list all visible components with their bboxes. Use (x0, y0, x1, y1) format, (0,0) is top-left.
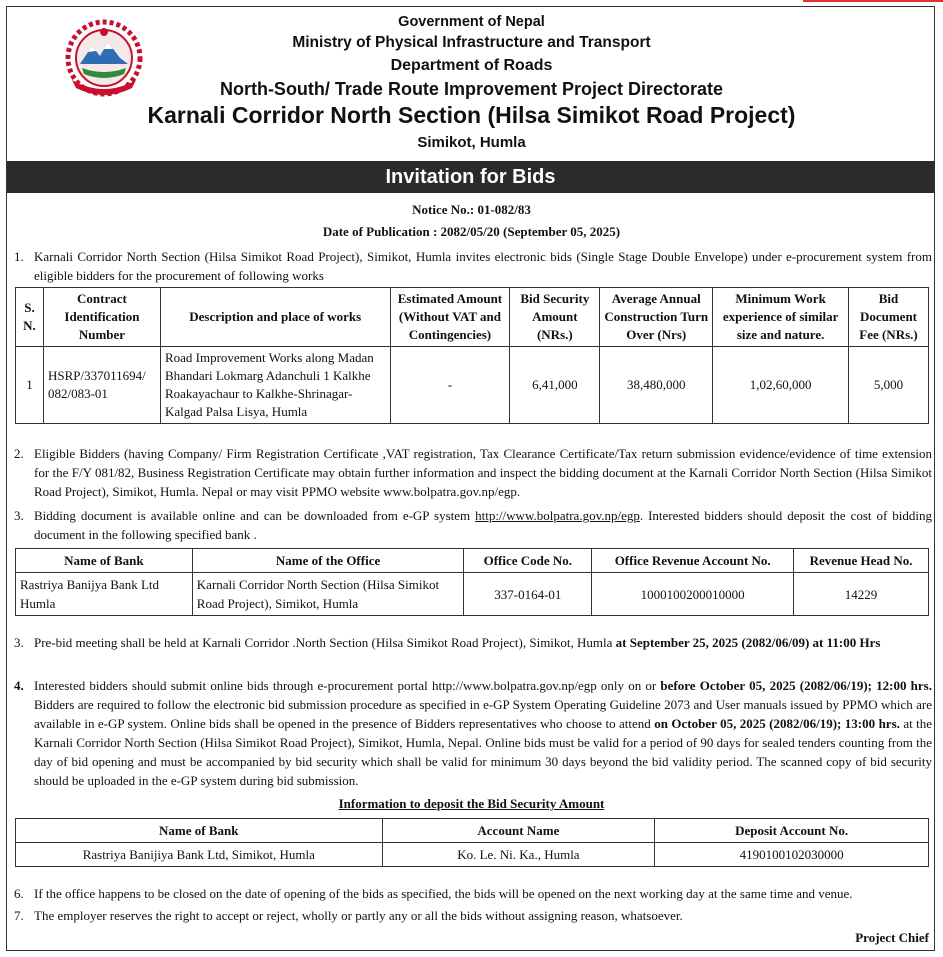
table-cell: 337-0164-01 (464, 573, 592, 616)
paragraph-3 (14, 506, 932, 544)
table-cell: 5,000 (849, 347, 929, 424)
table-header-row (16, 549, 929, 573)
table-header-row (16, 819, 929, 843)
table-cell: 1,02,60,000 (713, 347, 849, 424)
publication-date: Date of Publication : 2082/05/20 (September 05, 2025) (322, 224, 621, 239)
table-row (16, 573, 929, 616)
paragraph-text-part: at the Karnali Corridor North Section (Hilsa Simikot Road Project), Simikot, Humla, Nepal. Online bids must be valid for a period of 90 days for sealed tenders counting from the day of bid opening and must be accompanied by bid security which shall be valid for minimum 30 days beyond the bid validity period. The scanned copy of bid security should be uploaded in the e-GP system during bid submission. (34, 716, 933, 788)
column-header: Account Name (382, 819, 655, 843)
prebid-datetime: at September 25, 2025 (2082/06/09) at 11:00 Hrs (615, 635, 881, 650)
column-header: Description and place of works (160, 288, 390, 347)
table-cell: 4190100102030000 (655, 843, 929, 867)
paragraph-text: Eligible Bidders (having Company/ Firm Registration Certificate ,VAT registration, Tax Clearance Certificate/Tax return submission evidence/evidence of time extension for the F/Y 081/82, Business Registration Certificate may obtain further information and inspect the bidding document at the Karnali Corridor North Section (Hilsa Simikot Road Project), Simikot, Humla. Nepal or may visit PPMO website www.bolpatra.gov.np/egp. (34, 446, 932, 499)
paragraph-number: 3. (14, 508, 24, 523)
column-header: Deposit Account No. (655, 819, 929, 843)
column-header: Name of Bank (16, 549, 193, 573)
opening-datetime: on October 05, 2025 (2082/06/19); 13:00 hrs. (654, 716, 900, 731)
column-header: Minimum Work experience of similar size and nature. (713, 288, 849, 347)
table-cell: 1000100200010000 (592, 573, 794, 616)
paragraph-text (14, 506, 932, 544)
bank-table (15, 548, 929, 616)
paragraph-4 (14, 676, 932, 790)
paragraph-prebid (14, 633, 932, 652)
deposit-table (15, 818, 929, 867)
header-department: Department of Roads (390, 57, 553, 74)
column-header: Name of the Office (192, 549, 464, 573)
invitation-banner: Invitation for Bids (7, 161, 934, 193)
header-project: Karnali Corridor North Section (Hilsa Simikot Road Project) (147, 102, 796, 128)
paragraph-1 (14, 247, 932, 285)
table-cell: Karnali Corridor North Section (Hilsa Simikot Road Project), Simikot, Humla (192, 573, 464, 616)
table-cell: Road Improvement Works along Madan Bhandari Lokmarg Adanchuli 1 Kalkhe Roakayachaur to Kalkhe-Shrinagar- Kalgad Palsa Lisya, Humla (160, 347, 390, 424)
paragraph-2 (14, 444, 932, 501)
deposit-heading: Information to deposit the Bid Security Amount (338, 796, 605, 811)
table-cell: 38,480,000 (600, 347, 713, 424)
table-cell: - (390, 347, 510, 424)
column-header: Office Revenue Account No. (592, 549, 794, 573)
header-directorate: North-South/ Trade Route Improvement Project Directorate (219, 79, 724, 99)
egp-link[interactable]: http://www.bolpatra.gov.np/egp (475, 508, 640, 523)
table-cell: HSRP/337011694/ 082/083-01 (43, 347, 160, 424)
paragraph-text-part: Pre-bid meeting shall be held at Karnali Corridor .North Section (Hilsa Simikot Road Project), Simikot, Humla (34, 635, 616, 650)
table-cell: Rastriya Banijya Bank Ltd Humla (16, 573, 193, 616)
paragraph-text-part: Bidders are required to follow the electronic bid submission procedure as specified in e-GP System Operating Guideline 2073 and User manuals issued by PPMO which are available in e-GP system. Online bids shall be opened in the presence of Bidders representatives who choose to attend (34, 697, 932, 731)
table-cell: 6,41,000 (510, 347, 600, 424)
table-cell: Rastriya Banijiya Bank Ltd, Simikot, Humla (16, 843, 383, 867)
column-header: Estimated Amount (Without VAT and Contingencies) (390, 288, 510, 347)
column-header: Name of Bank (16, 819, 383, 843)
paragraph-7 (14, 906, 932, 925)
table-row (16, 843, 929, 867)
table-cell: Ko. Le. Ni. Ka., Humla (382, 843, 655, 867)
paragraph-text: If the office happens to be closed on the date of opening of the bids as specified, the bids will be opened on the next working day at the same time and venue. (34, 886, 853, 901)
column-header: Revenue Head No. (794, 549, 929, 573)
paragraph-6 (14, 884, 932, 903)
header-government: Government of Nepal (398, 14, 545, 30)
notice-number: Notice No.: 01-082/83 (412, 202, 531, 217)
column-header: Average Annual Construction Turn Over (Nrs) (600, 288, 713, 347)
submission-deadline: before October 05, 2025 (2082/06/19); 12:00 hrs. (660, 678, 932, 693)
paragraph-text: Karnali Corridor North Section (Hilsa Simikot Road Project), Simikot, Humla invites electronic bids (Single Stage Double Envelope) under e-procurement system from eligible bidders for the procurement of following works (34, 249, 932, 283)
table-cell: 14229 (794, 573, 929, 616)
column-header: Bid Document Fee (NRs.) (849, 288, 929, 347)
paragraph-text: The employer reserves the right to accept or reject, wholly or partly any or all the bids without assigning reason, whatsoever. (34, 908, 683, 923)
column-header: Bid Security Amount (NRs.) (510, 288, 600, 347)
column-header: Office Code No. (464, 549, 592, 573)
table-row (16, 347, 929, 424)
paragraph-number: 1. (14, 249, 24, 264)
paragraph-text-part: . Interested bidders should deposit the cost of bidding document in the following specified bank . (34, 508, 932, 542)
table-header-row (16, 288, 929, 347)
paragraph-text-part: Interested bidders should submit online bids through e-procurement portal http://www.bolpatra.gov.np/egp only on or (34, 678, 661, 693)
paragraph-number: 2. (14, 446, 24, 461)
table-cell: 1 (16, 347, 44, 424)
paragraph-number: 6. (14, 886, 24, 901)
paragraph-number: 4. (14, 678, 24, 693)
signoff: Project Chief (855, 930, 929, 945)
header-location: Simikot, Humla (417, 134, 526, 151)
column-header: Contract Identification Number (43, 288, 160, 347)
paragraph-text (14, 676, 932, 790)
top-accent-bar (803, 0, 943, 2)
paragraph-number: 3. (14, 635, 24, 650)
paragraph-text-part: Bidding document is available online and can be downloaded from e-GP system (34, 508, 476, 523)
works-table (15, 287, 929, 424)
paragraph-text (14, 633, 932, 652)
paragraph-number: 7. (14, 908, 24, 923)
header-ministry: Ministry of Physical Infrastructure and Transport (292, 34, 651, 51)
column-header: S. N. (16, 288, 44, 347)
